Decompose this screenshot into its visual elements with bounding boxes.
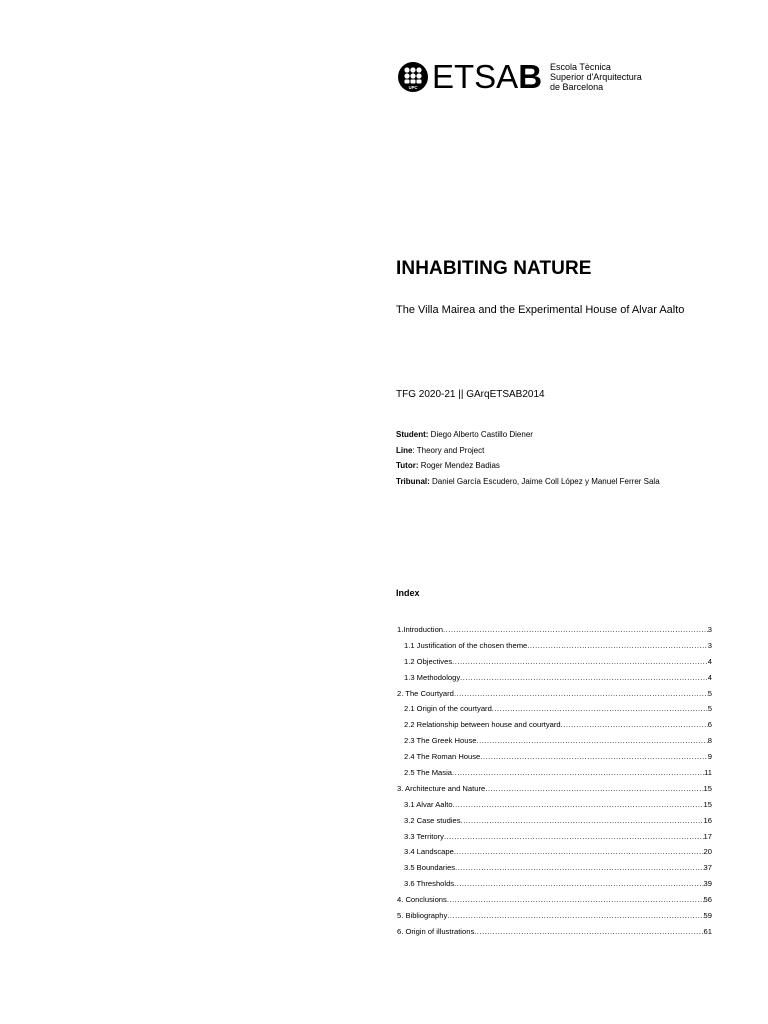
toc-leader-dots <box>474 924 703 940</box>
toc-entry-label: 1.3 Methodology <box>404 672 461 682</box>
toc-entry-page: 11 <box>704 768 712 777</box>
toc-entry <box>396 797 712 813</box>
toc-entry-page: 17 <box>703 831 712 841</box>
credit-value: : Theory and Project <box>412 445 485 455</box>
toc-leader-dots <box>447 908 703 924</box>
toc-leader-dots <box>455 860 703 876</box>
table-of-contents <box>396 622 712 940</box>
toc-leader-dots <box>452 765 704 781</box>
school-name <box>550 62 642 92</box>
toc-leader-dots <box>485 781 703 797</box>
toc-entry-label: 3.1 Alvar Aalto <box>404 799 453 809</box>
toc-entry-label: 3.2 Case studies <box>404 815 461 825</box>
toc-entry-label: 3.3 Territory <box>404 831 444 841</box>
wordmark-bold: B <box>518 58 543 95</box>
toc-entry <box>396 717 712 733</box>
credit-value: Diego Alberto Castillo Diener <box>428 430 533 439</box>
toc-entry-page: 4 <box>707 656 712 666</box>
toc-entry-label: 1.1 Justification of the chosen theme <box>404 640 528 650</box>
credit-tutor <box>396 458 660 474</box>
credit-label: Tutor: <box>396 461 419 470</box>
toc-leader-dots <box>454 844 704 860</box>
school-name-line: de Barcelona <box>550 82 604 92</box>
toc-leader-dots <box>453 797 704 813</box>
toc-entry-page: 4 <box>707 672 712 682</box>
toc-entry <box>396 892 712 908</box>
toc-entry-page: 9 <box>707 752 712 762</box>
toc-entry-page: 56 <box>703 895 712 905</box>
toc-entry-label: 5. Bibliography <box>397 911 448 921</box>
document-title: INHABITING NATURE <box>396 258 592 279</box>
toc-entry <box>396 813 712 829</box>
credit-label: Student: <box>396 430 429 439</box>
credit-label: Line <box>396 445 413 455</box>
toc-entry-label: 1.Introduction <box>397 624 444 634</box>
toc-entry <box>396 781 712 797</box>
toc-entry <box>396 701 712 717</box>
toc-entry-label: 2. The Courtyard <box>397 688 454 698</box>
upc-seal-icon <box>398 62 428 92</box>
toc-leader-dots <box>454 876 703 892</box>
toc-entry <box>396 844 712 860</box>
school-name-line: Superior d'Arquitectura <box>550 72 642 82</box>
toc-entry <box>396 749 712 765</box>
toc-leader-dots <box>561 717 708 733</box>
toc-entry-label: 2.5 The Masia <box>404 768 452 777</box>
tfg-line: TFG 2020-21 || GArqETSAB2014 <box>396 389 545 400</box>
etsab-wordmark <box>432 58 543 95</box>
toc-leader-dots <box>480 749 708 765</box>
toc-leader-dots <box>461 813 704 829</box>
toc-entry <box>396 765 712 781</box>
toc-leader-dots <box>476 733 707 749</box>
toc-entry <box>396 638 712 654</box>
toc-entry-label: 2.4 The Roman House <box>404 752 481 762</box>
toc-entry-page: 61 <box>703 926 712 936</box>
toc-entry-label: 3. Architecture and Nature <box>397 783 486 793</box>
toc-leader-dots <box>492 701 708 717</box>
credit-value: Daniel García Escudero, Jaime Coll López y Manuel Ferrer Sala <box>429 476 660 486</box>
wordmark-regular: ETSA <box>432 58 519 95</box>
toc-entry-page: 3 <box>707 624 712 634</box>
toc-entry <box>396 622 712 638</box>
toc-entry-page: 16 <box>703 815 712 825</box>
toc-leader-dots <box>444 829 704 845</box>
school-name-line: Escola Tècnica <box>550 62 611 72</box>
toc-entry-label: 2.1 Origin of the courtyard <box>404 704 492 714</box>
toc-entry-page: 59 <box>703 911 712 921</box>
upc-badge-text: UPC <box>408 85 418 91</box>
toc-leader-dots <box>460 670 708 686</box>
toc-entry-label: 1.2 Objectives <box>404 656 453 666</box>
toc-entry-label: 3.4 Landscape <box>404 847 454 857</box>
credit-student <box>396 427 660 443</box>
toc-entry-page: 5 <box>707 688 712 698</box>
credit-label: Tribunal: <box>396 476 430 486</box>
toc-entry-label: 3.5 Boundaries <box>404 863 456 873</box>
toc-entry <box>396 654 712 670</box>
toc-leader-dots <box>452 654 708 670</box>
toc-entry <box>396 924 712 940</box>
toc-entry-page: 5 <box>707 704 712 714</box>
toc-entry-page: 15 <box>703 799 712 809</box>
toc-leader-dots <box>527 638 708 654</box>
toc-entry <box>396 876 712 892</box>
toc-entry-page: 8 <box>707 736 712 746</box>
toc-entry-label: 6. Origin of illustrations <box>397 926 475 936</box>
index-heading: Index <box>396 588 420 598</box>
toc-entry-page: 15 <box>703 783 712 793</box>
toc-entry <box>396 908 712 924</box>
toc-entry-label: 4. Conclusions <box>397 895 447 905</box>
etsab-logo <box>398 58 642 95</box>
toc-entry-page: 6 <box>707 720 712 730</box>
credit-value: Roger Mendez Badias <box>418 461 500 470</box>
toc-entry <box>396 670 712 686</box>
toc-entry <box>396 860 712 876</box>
toc-entry-page: 3 <box>707 640 712 650</box>
credit-line <box>396 443 660 459</box>
toc-entry-page: 37 <box>703 863 712 873</box>
credits <box>396 427 660 489</box>
toc-entry-page: 20 <box>703 847 712 857</box>
toc-entry <box>396 829 712 845</box>
toc-entry <box>396 686 712 702</box>
toc-leader-dots <box>454 686 708 702</box>
document-subtitle: The Villa Mairea and the Experimental House of Alvar Aalto <box>396 304 685 316</box>
toc-leader-dots <box>447 892 704 908</box>
toc-entry-label: 2.2 Relationship between house and courtyard <box>404 720 561 730</box>
toc-entry-label: 2.3 The Greek House <box>404 736 477 746</box>
toc-entry <box>396 733 712 749</box>
toc-entry-page: 39 <box>703 879 712 889</box>
credit-tribunal <box>396 474 660 490</box>
toc-leader-dots <box>443 622 708 638</box>
toc-entry-label: 3.6 Thresholds <box>404 879 455 889</box>
